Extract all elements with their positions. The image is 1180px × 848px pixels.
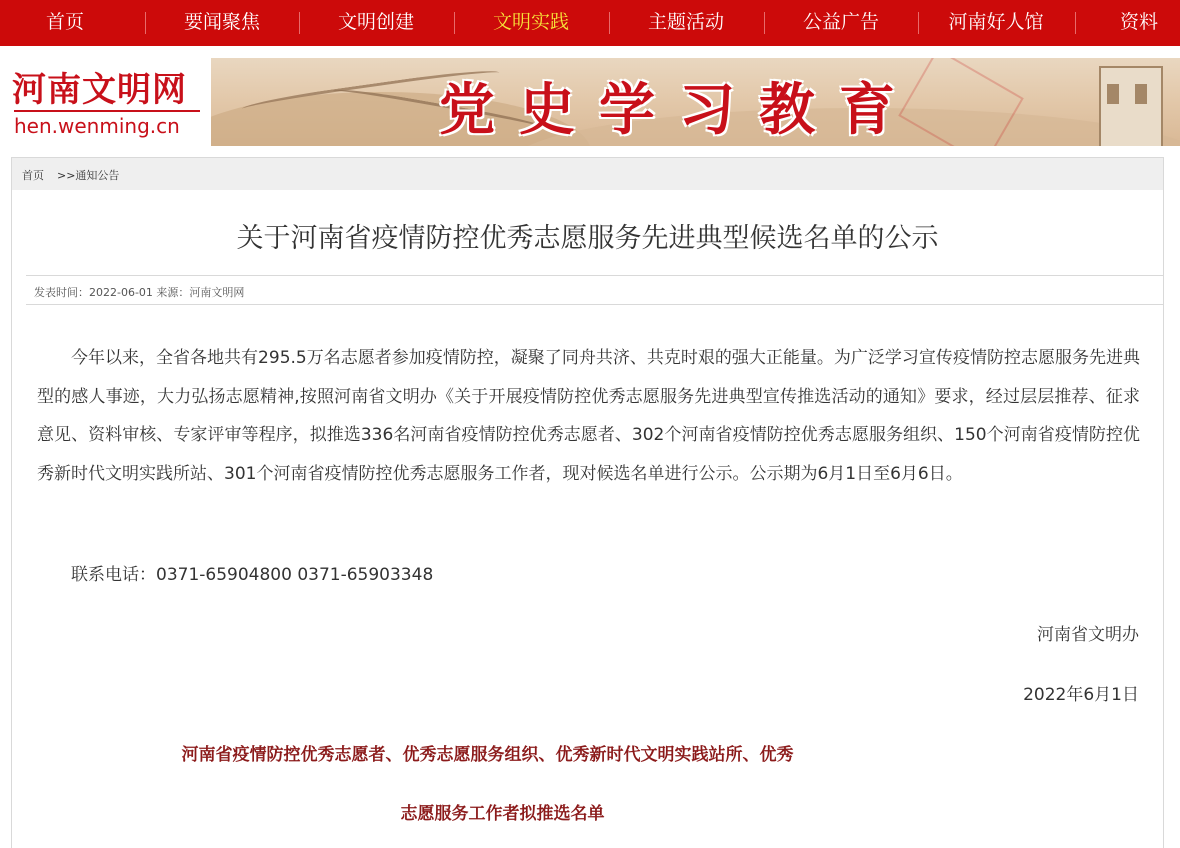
nav-item-civilization[interactable]: 文明创建 (337, 11, 414, 33)
breadcrumb (12, 158, 1163, 190)
article-signature: 河南省文明办 (1037, 625, 1139, 645)
logo-text-cn: 河南文明网 (12, 70, 187, 110)
nav-item-practice[interactable]: 文明实践 (492, 11, 569, 33)
nav-divider (609, 12, 610, 34)
article-date: 2022年6月1日 (1023, 685, 1139, 705)
article-title: 关于河南省疫情防控优秀志愿服务先进典型候选名单的公示 (236, 223, 939, 254)
list-heading: 志愿服务工作者拟推选名单 (400, 804, 605, 824)
nav-divider (145, 12, 146, 34)
top-nav (0, 0, 1180, 46)
nav-item-news[interactable]: 要闻聚焦 (183, 11, 260, 33)
nav-item-ads[interactable]: 公益广告 (802, 11, 879, 33)
nav-item-resources[interactable]: 资料 (1120, 11, 1159, 33)
watchtower-graphic (1099, 66, 1163, 146)
logo-text-en: hen.wenming.cn (14, 114, 180, 138)
nav-item-home[interactable]: 首页 (45, 11, 84, 33)
nav-divider (299, 12, 300, 34)
breadcrumb-current[interactable]: >>通知公告 (57, 169, 120, 182)
logo-divider (14, 110, 200, 112)
nav-divider (918, 12, 919, 34)
article-body: 今年以来，全省各地共有295.5万名志愿者参加疫情防控，凝聚了同舟共济、共克时艰的强大正能量。为广泛学习宣传疫情防控志愿服务先进典型的感人事迹，大力弘扬志愿精神,按照河南省文明办《关于开展疫情防控优秀志愿服务先进典型宣传推选活动的通知》要求，经过层层推荐、征求意见、资料审核、专家评审等程序，拟推选336名河南省疫情防控优秀志愿者、302个河南省疫情防控优秀志愿服务组织、150个河南省疫情防控优秀新时代文明实践所站、301个河南省疫情防控优秀志愿服务工作者，现对候选名单进行公示。公示期为6月1日至6月6日。 (37, 348, 1140, 484)
divider (26, 304, 1163, 305)
nav-divider (454, 12, 455, 34)
breadcrumb-home[interactable]: 首页 (22, 169, 44, 182)
nav-divider (1075, 12, 1076, 34)
article-meta: 发表时间：2022-06-01 来源：河南文明网 (34, 286, 245, 299)
divider (26, 275, 1163, 276)
contact-phone: 联系电话：0371-65904800 0371-65903348 (71, 565, 434, 585)
site-header (0, 46, 1180, 150)
banner-image (211, 58, 1180, 146)
list-heading: 河南省疫情防控优秀志愿者、优秀志愿服务组织、优秀新时代文明实践站所、优秀 (181, 745, 794, 765)
nav-divider (764, 12, 765, 34)
banner-title: 党史学习教育 (439, 77, 919, 143)
site-logo[interactable] (8, 58, 204, 144)
nav-item-activities[interactable]: 主题活动 (647, 11, 724, 33)
nav-item-good-people[interactable]: 河南好人馆 (948, 11, 1044, 33)
article-panel (11, 157, 1164, 848)
